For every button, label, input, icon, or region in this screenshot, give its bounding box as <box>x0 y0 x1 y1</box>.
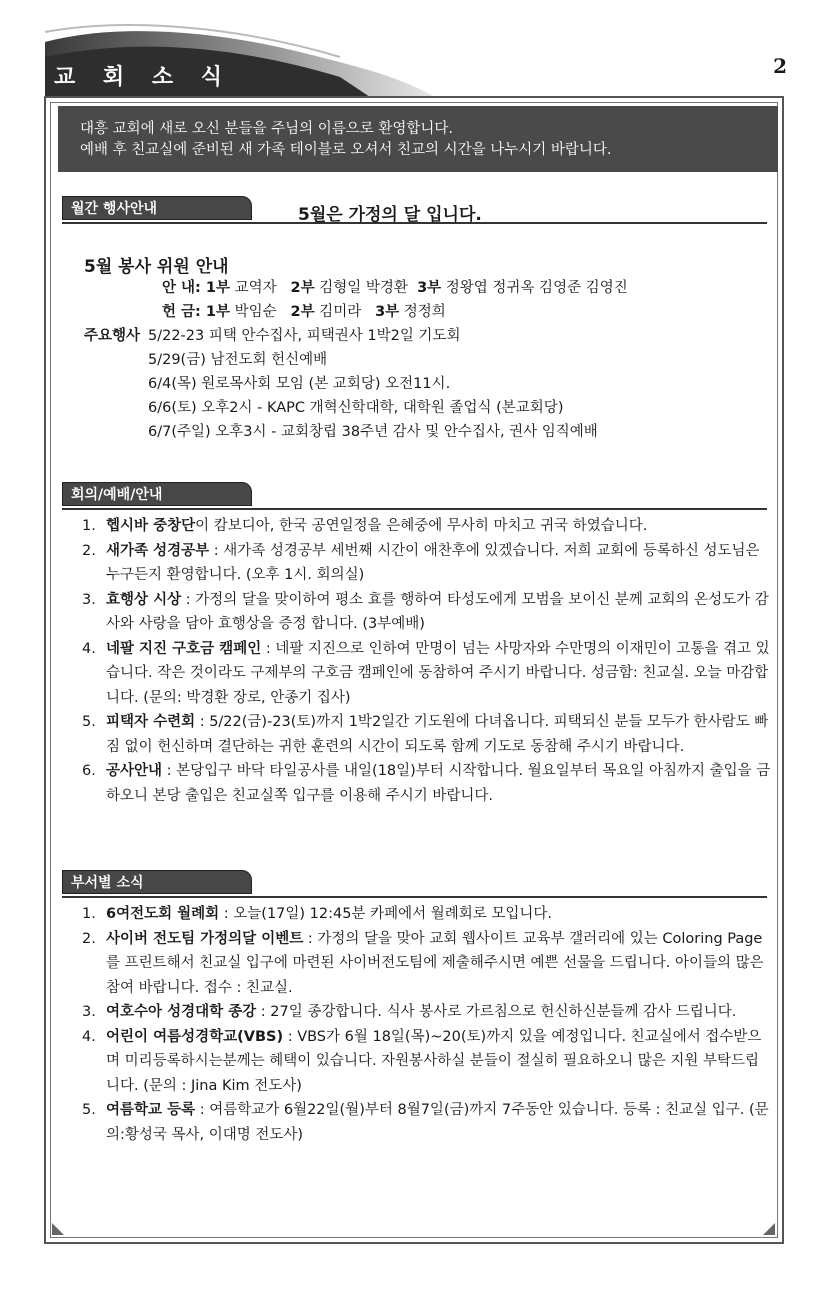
list-item <box>62 637 772 711</box>
corner-ornament-left <box>52 1223 64 1235</box>
item-title: 효행상 시상 <box>106 591 182 608</box>
offering-1: 박임순 <box>234 304 277 320</box>
item-number: 4. <box>82 1028 96 1045</box>
item-body: : VBS가 6월 18일(목)~20(토)까지 있을 예정입니다. 친교실에서 접수받으며 미리등록하시는분께는 혜택이 있습니다. 자원봉사하실 분들이 절실히 필요하오니 많은 지원 부탁드립니다. (문의 : Jina Kim 전도사) <box>106 1028 762 1094</box>
offering-label: 헌 금: 1부 <box>162 304 231 320</box>
list-item <box>62 588 772 637</box>
item-body: : 본당입구 바닥 타일공사를 내일(18일)부터 시작합니다. 월요일부터 목요일 아침까지 출입을 금하오니 본당 출입은 친교실쪽 입구를 이용해 주시기 바랍니다. <box>106 763 771 804</box>
section-rule <box>62 896 767 898</box>
events-label: 주요행사 <box>84 328 141 344</box>
offering-3: 정정희 <box>403 304 446 320</box>
usher-label: 안 내: 1부 <box>162 280 231 296</box>
item-title: 어린이 여름성경학교(VBS) <box>106 1028 284 1045</box>
list-item <box>62 759 772 808</box>
list-item <box>62 1000 772 1025</box>
section-title: 교 회 소 식 <box>54 65 232 90</box>
offering-3-label: 3부 <box>375 304 400 320</box>
item-title: 여호수아 성경대학 종강 <box>106 1004 257 1020</box>
item-title: 헵시바 중창단 <box>106 518 196 534</box>
list-item <box>62 1098 772 1147</box>
list-item <box>62 1025 772 1099</box>
item-title: 공사안내 <box>106 763 163 779</box>
item-number: 6. <box>82 763 96 779</box>
monthly-events-tab: 월간 행사안내 <box>62 196 252 220</box>
event-item: 6/4(목) 원로목사회 모임 (본 교회당) 오전11시. <box>148 376 451 392</box>
item-number: 2. <box>82 930 96 947</box>
item-number: 1. <box>82 518 96 534</box>
item-body: : 오늘(17일) 12:45분 카페에서 월례회로 모입니다. <box>219 906 552 922</box>
event-item: 6/7(주일) 오후3시 - 교회창립 38주년 감사 및 안수집사, 권사 임직예배 <box>148 424 598 440</box>
item-number: 1. <box>82 906 96 922</box>
event-item: 6/6(토) 오후2시 - KAPC 개혁신학대학, 대학원 졸업식 (본교회당) <box>148 400 564 416</box>
list-item <box>62 514 772 539</box>
corner-ornament-right <box>763 1223 775 1235</box>
item-title: 사이버 전도팀 가정의달 이벤트 <box>106 930 304 947</box>
page-number: 2 <box>773 54 787 78</box>
item-number: 3. <box>82 1004 96 1020</box>
dept-news-list <box>62 902 772 1147</box>
item-body: : 가정의 달을 맞아 교회 웹사이트 교육부 갤러리에 있는 Coloring Page 를 프린트해서 친교실 입구에 마련된 사이버전도팀에 제출해주시면 예쁜 선물을 드립니다. 아이들의 많은 참여 바랍니다. 접수 : 친교실. <box>106 930 764 996</box>
item-title: 네팔 지진 구호금 캠페인 <box>106 640 262 657</box>
item-title: 피택자 수련회 <box>106 714 196 730</box>
list-item <box>62 927 772 1001</box>
item-body: : 새가족 성경공부 세번째 시간이 애찬후에 있겠습니다. 저희 교회에 등록하신 성도님은 누구든지 환영합니다. (오후 1시. 회의실) <box>106 542 760 583</box>
item-title: 여름학교 등록 <box>106 1102 196 1118</box>
section-rule <box>62 508 767 510</box>
usher-2: 김형일 박경환 <box>319 280 408 296</box>
offering-2: 김미라 <box>319 304 362 320</box>
item-body: : 27일 종강합니다. 식사 봉사로 가르침으로 헌신하신분들께 감사 드립니다. <box>256 1004 737 1020</box>
welcome-line: 대흥 교회에 새로 오신 분들을 주님의 이름으로 환영합니다. <box>80 121 454 137</box>
list-item <box>62 710 772 759</box>
list-item <box>62 539 772 588</box>
item-body: 이 캄보디아, 한국 공연일정을 은혜중에 무사히 마치고 귀국 하였습니다. <box>195 518 648 534</box>
list-item <box>62 902 772 927</box>
event-item: 5/29(금) 남전도회 헌신예배 <box>148 352 328 368</box>
offering-row <box>162 300 446 321</box>
item-number: 5. <box>82 714 96 730</box>
item-body: : 네팔 지진으로 인하여 만명이 넘는 사망자와 수만명의 이재민이 고통을 겪고 있습니다. 작은 것이라도 구제부의 구호금 캠페인에 동참하여 주시기 바랍니다. 성금함: 친교실. 오늘 마감합니다. (문의: 박경환 장로, 안종기 집사) <box>106 640 770 706</box>
item-number: 5. <box>82 1102 96 1118</box>
volunteers-title: 5월 봉사 위원 안내 <box>84 257 229 277</box>
event-item: 5/22-23 피택 안수집사, 피택권사 1박2일 기도회 <box>148 328 461 344</box>
item-body: : 여름학교가 6월22일(월)부터 8월7일(금)까지 7주동안 있습니다. 등록 : 친교실 입구. (문의:황성국 목사, 이대명 전도사) <box>106 1102 769 1143</box>
item-body: : 5/22(금)-23(토)까지 1박2일간 기도원에 다녀옵니다. 피택되신 분들 모두가 한사람도 빠짐 없이 헌신하며 결단하는 귀한 훈련의 시간이 되도록 함께 기도로 동참해 주시기 바랍니다. <box>106 714 769 755</box>
item-title: 새가족 성경공부 <box>106 542 210 559</box>
item-number: 4. <box>82 640 96 657</box>
usher-row <box>162 276 628 297</box>
dept-news-header <box>62 870 767 900</box>
welcome-line: 예배 후 친교실에 준비된 새 가족 테이블로 오셔서 친교의 시간을 나누시기 바랍니다. <box>80 142 612 158</box>
month-theme: 5월은 가정의 달 입니다. <box>298 205 482 225</box>
item-title: 6여전도회 월례회 <box>106 906 220 922</box>
meeting-tab: 회의/예배/안내 <box>62 482 252 506</box>
item-body: : 가정의 달을 맞이하여 평소 효를 행하여 타성도에게 모범을 보이신 분께 교회의 온성도가 감사와 사랑을 담아 효행상을 증정 합니다. (3부예배) <box>106 591 769 632</box>
offering-2-label: 2부 <box>290 304 315 320</box>
usher-3: 정왕엽 정귀옥 김영준 김영진 <box>445 280 628 296</box>
welcome-box <box>58 106 778 172</box>
item-number: 2. <box>82 542 96 559</box>
item-number: 3. <box>82 591 96 608</box>
usher-1: 교역자 <box>234 280 277 296</box>
usher-3-label: 3부 <box>417 280 442 296</box>
meeting-header <box>62 482 767 512</box>
meeting-list <box>62 514 772 808</box>
usher-2-label: 2부 <box>290 280 315 296</box>
dept-news-tab: 부서별 소식 <box>62 870 252 894</box>
